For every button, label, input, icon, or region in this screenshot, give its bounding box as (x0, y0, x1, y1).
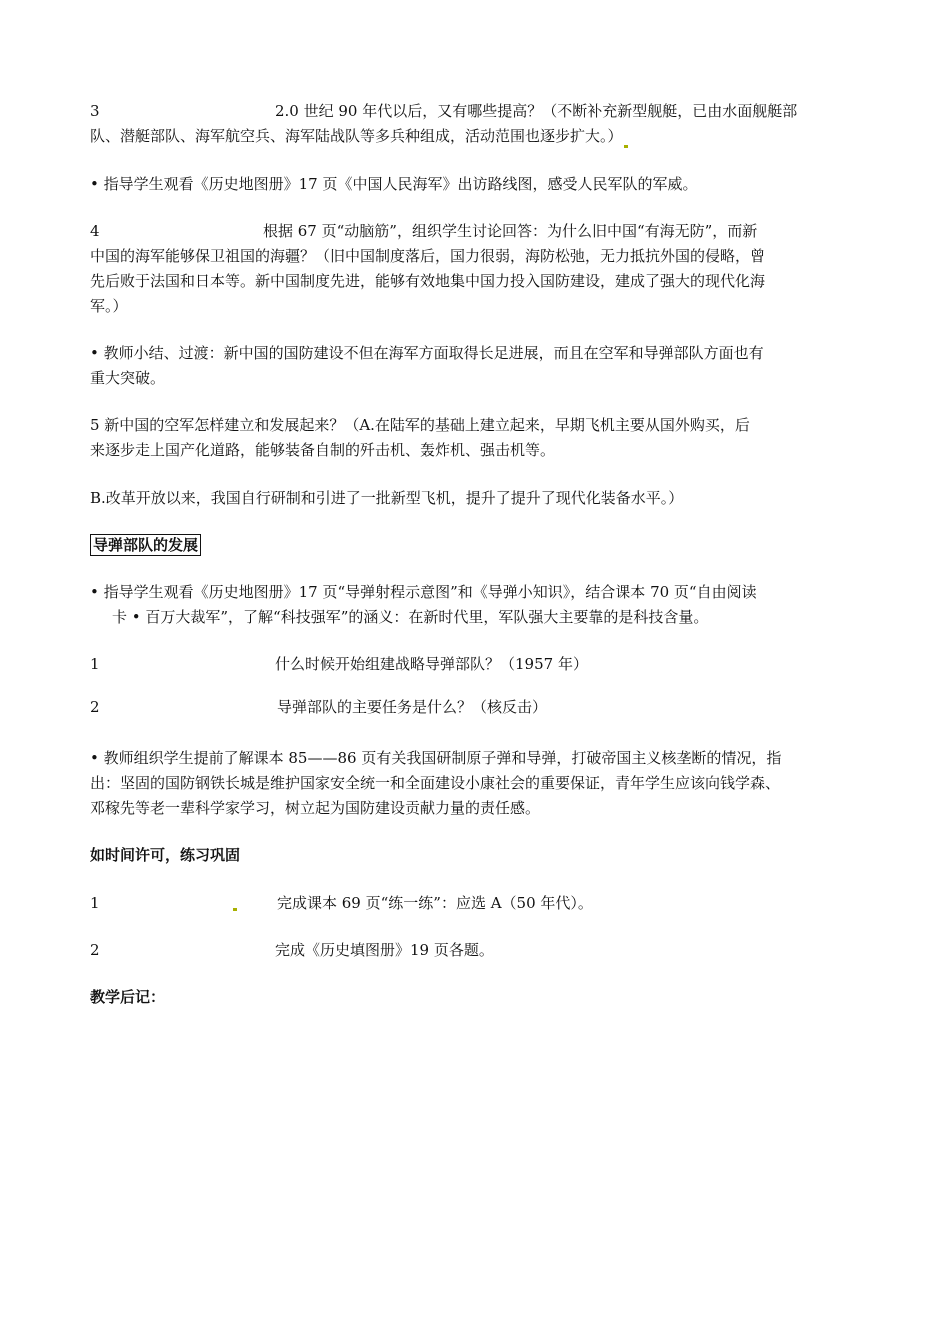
bullet-text: 重大突破。 (90, 369, 166, 387)
item-number: 4 (90, 222, 100, 240)
item-number: 2 (90, 941, 100, 959)
bullet-point (90, 341, 860, 365)
bullet-point (90, 580, 860, 604)
bullet-text: 卡 • 百万大裁军”，了解“科技强军”的涵义：在新时代里，军队强大主要靠的是科技含量。 (112, 608, 709, 626)
question-text: 根据 67 页“动脑筋”，组织学生讨论回答：为什么旧中国“有海无防”，而新 (263, 222, 758, 240)
highlight-mark (233, 908, 237, 911)
bullet-point-cont (112, 605, 860, 629)
heading-text: 如时间许可，练习巩固 (90, 846, 241, 864)
section-heading-missile: 导弹部队的发展 (90, 534, 201, 556)
item-number: 2 (90, 698, 100, 716)
question-text: B.改革开放以来，我国自行研制和引进了一批新型飞机，提升了提升了现代化装备水平。） (90, 489, 684, 507)
question-text: 来逐步走上国产化道路，能够装备自制的歼击机、轰炸机、强击机等。 (90, 441, 556, 459)
question-text: 队、潜艇部队、海军航空兵、海军陆战队等多兵种组成，活动范围也逐步扩大。） (90, 127, 623, 145)
bullet-point-cont (90, 796, 860, 820)
heading-text: 教学后记： (90, 988, 166, 1006)
practice-text: 完成课本 69 页“练一练”：应选 A（50 年代）。 (277, 894, 593, 912)
bullet-text: • 指导学生观看《历史地图册》17 页《中国人民海军》出访路线图，感受人民军队的军威。 (90, 175, 698, 193)
question-text: 军。） (90, 297, 128, 315)
question-text: 先后败于法国和日本等。新中国制度先进，能够有效地集中国力投入国防建设，建成了强大的现代化海 (90, 272, 766, 290)
bullet-point (90, 746, 860, 770)
question-4-cont (90, 244, 860, 268)
item-number: 1 (90, 655, 100, 673)
question-5-part-b (90, 486, 860, 510)
bullet-text: • 指导学生观看《历史地图册》17 页“导弹射程示意图”和《导弹小知识》，结合课本 70 页“自由阅读 (90, 583, 757, 601)
question-text: 导弹部队的主要任务是什么？（核反击） (277, 698, 548, 716)
question-5-cont (90, 438, 860, 462)
section-heading-practice (90, 843, 860, 867)
bullet-text: • 教师组织学生提前了解课本 85——86 页有关我国研制原子弹和导弹，打破帝国主义核垄断的情况，指 (90, 749, 782, 767)
bullet-point (90, 172, 860, 196)
bullet-point-cont (90, 771, 860, 795)
practice-text: 完成《历史填图册》19 页各题。 (275, 941, 494, 959)
highlight-mark (624, 145, 628, 148)
question-text: 中国的海军能够保卫祖国的海疆？（旧中国制度落后，国力很弱，海防松弛，无力抵抗外国的侵略，曾 (90, 247, 766, 265)
question-text: 什么时候开始组建战略导弹部队？（1957 年） (275, 655, 588, 673)
question-4-cont (90, 269, 860, 293)
question-text: 2.0 世纪 90 年代以后，又有哪些提高？（不断补充新型舰艇，已由水面舰艇部 (275, 102, 798, 120)
item-number: 3 (90, 102, 100, 120)
question-text: 5 新中国的空军怎样建立和发展起来？（A.在陆军的基础上建立起来，早期飞机主要从国外购买，后 (90, 416, 750, 434)
question-5 (90, 413, 860, 437)
bullet-text: • 教师小结、过渡：新中国的国防建设不但在海军方面取得长足进展，而且在空军和导弹部队方面也有 (90, 344, 764, 362)
question-4-cont (90, 294, 860, 318)
bullet-point-cont (90, 366, 860, 390)
item-number: 1 (90, 894, 100, 912)
bullet-text: 出：坚固的国防钢铁长城是维护国家安全统一和全面建设小康社会的重要保证，青年学生应该向钱学森、 (90, 774, 781, 792)
section-heading-notes (90, 985, 860, 1009)
question-3-cont (90, 124, 860, 148)
bullet-text: 邓稼先等老一辈科学家学习，树立起为国防建设贡献力量的责任感。 (90, 799, 541, 817)
section-heading (90, 533, 860, 557)
